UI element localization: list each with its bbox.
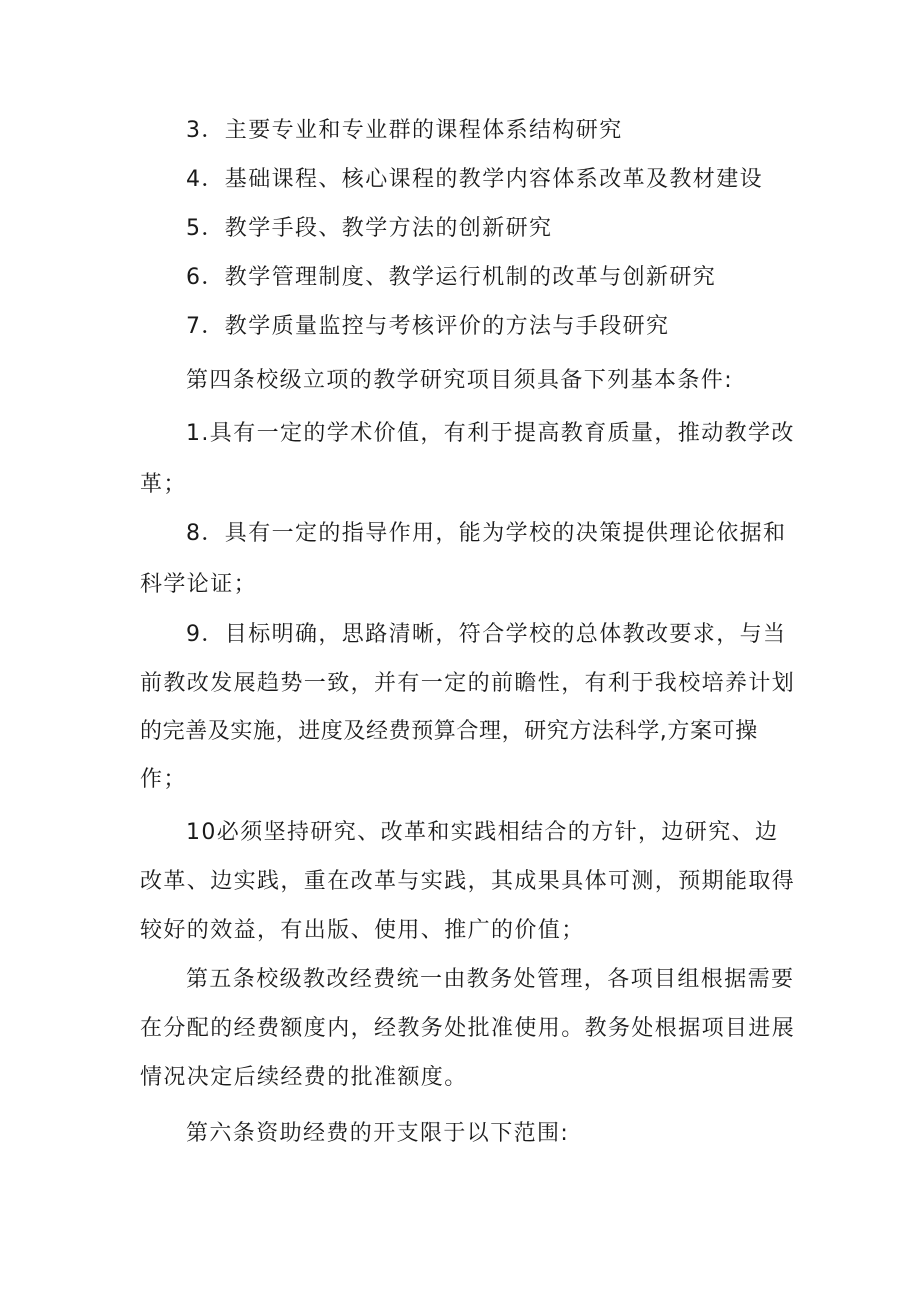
- condition-9-line-3: 的完善及实施，进度及经费预算合理，研究方法科学,方案可操: [140, 719, 758, 744]
- list-item-7: 7．教学质量监控与考核评价的方法与手段研究: [186, 314, 670, 339]
- article-5-line-2: 在分配的经费额度内，经教务处批准使用。教务处根据项目进展: [140, 1016, 796, 1041]
- condition-9-line-2: 前教改发展趋势一致，并有一定的前瞻性，有利于我校培养计划: [140, 671, 796, 696]
- condition-8-line-1: 8．具有一定的指导作用，能为学校的决策提供理论依据和: [186, 521, 787, 546]
- condition-9-line-1: 9．目标明确，思路清晰，符合学校的总体教改要求，与当: [186, 622, 787, 647]
- article-4-heading: 第四条校级立项的教学研究项目须具备下列基本条件:: [186, 368, 734, 393]
- list-item-6: 6．教学管理制度、教学运行机制的改革与创新研究: [186, 265, 717, 290]
- article-5-line-1: 第五条校级教改经费统一由教务处管理，各项目组根据需要: [186, 967, 795, 992]
- list-item-5: 5．教学手段、教学方法的创新研究: [186, 216, 553, 241]
- condition-10-line-3: 较好的效益，有出版、使用、推广的价值；: [140, 918, 585, 943]
- condition-9-line-4: 作；: [140, 767, 187, 792]
- condition-1-line-1: 1.具有一定的学术价值，有利于提高教育质量，推动教学改: [186, 421, 795, 446]
- list-item-4: 4．基础课程、核心课程的教学内容体系改革及教材建设: [186, 167, 763, 192]
- article-5-line-3: 情况决定后续经费的批准额度。: [140, 1065, 468, 1090]
- condition-8-line-2: 科学论证；: [140, 572, 258, 597]
- article-6-heading: 第六条资助经费的开支限于以下范围:: [186, 1121, 570, 1146]
- condition-10-line-2: 改革、边实践，重在改革与实践，其成果具体可测，预期能取得: [140, 869, 796, 894]
- condition-10-line-1: 10必须坚持研究、改革和实践相结合的方针，边研究、边: [186, 820, 779, 845]
- list-item-3: 3．主要专业和专业群的课程体系结构研究: [186, 118, 623, 143]
- condition-1-line-2: 革；: [140, 472, 187, 497]
